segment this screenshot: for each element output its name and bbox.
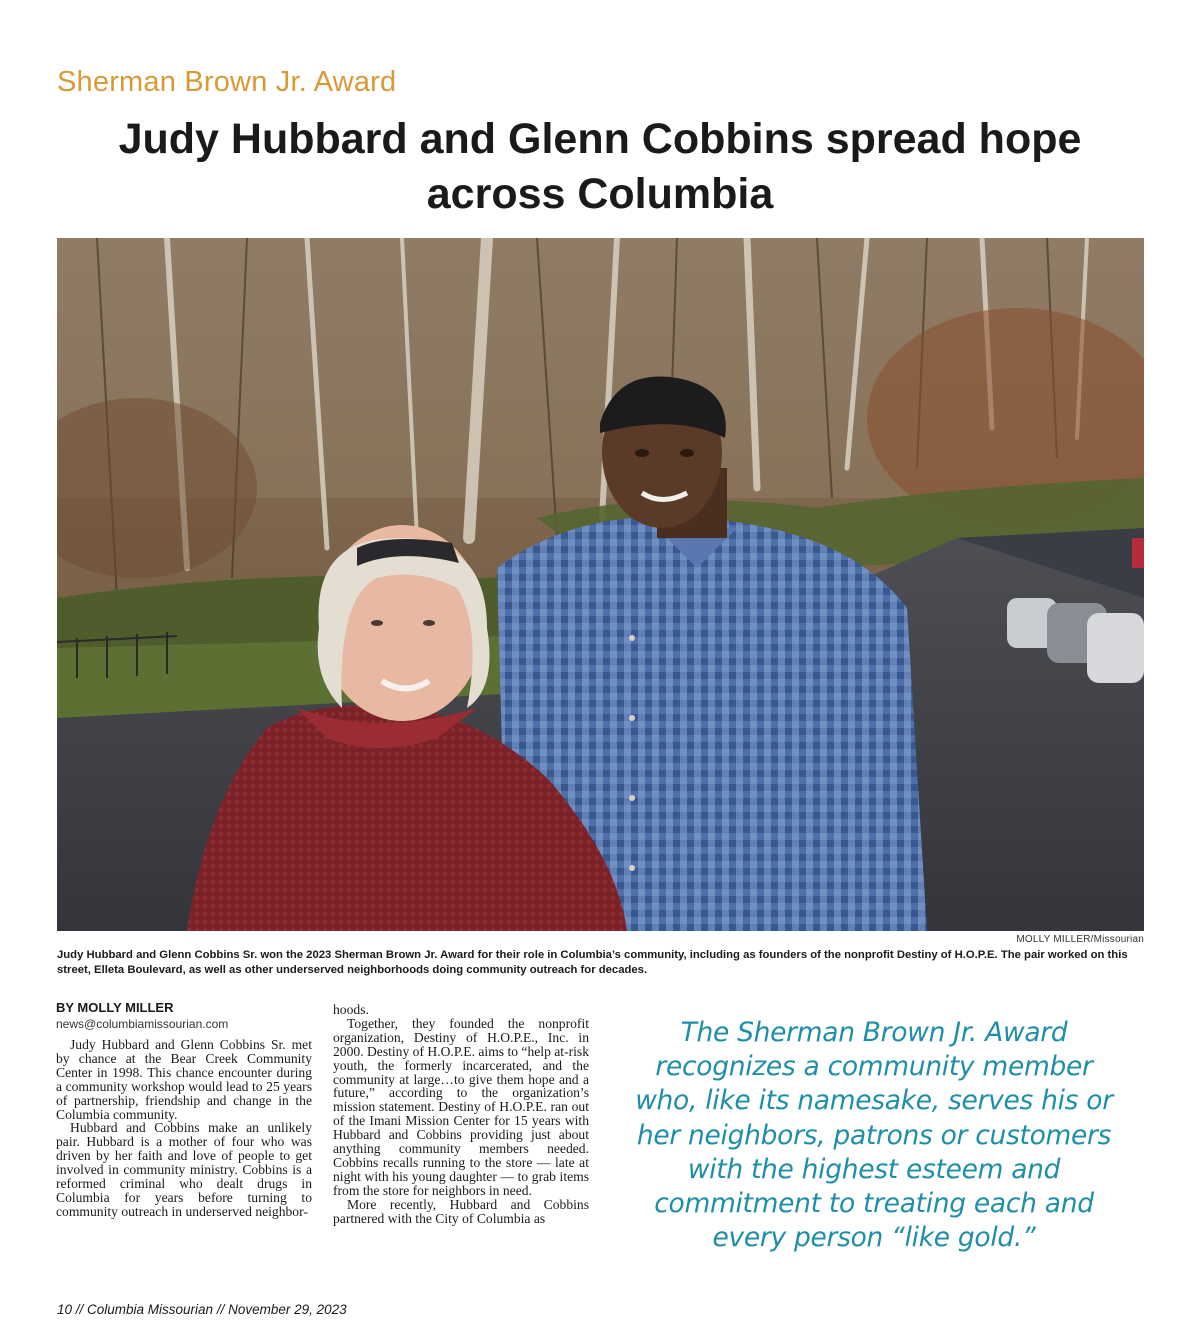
photo-credit: MOLLY MILLER/Missourian	[1016, 934, 1144, 945]
page-folio: 10 // Columbia Missourian // November 29, 2023	[57, 1302, 347, 1317]
byline-email[interactable]: news@columbiamissourian.com	[56, 1017, 229, 1031]
photo-caption: Judy Hubbard and Glenn Cobbins Sr. won the 2023 Sherman Brown Jr. Award for their role in Columbia’s community, including as founders of the nonprofit Destiny of H.O.P.E. The pair worked on this street, Elleta Boulevard, as well as other underserved neighborhoods doing community outreach for decades.	[57, 949, 1128, 976]
article-paragraph: Judy Hubbard and Glenn Cobbins Sr. met by chance at the Bear Creek Community Center in 1998. This chance encounter during a community workshop would lead to 25 years of partnership, friendship and change in the Columbia community.	[56, 1037, 312, 1122]
article-column-1	[56, 1038, 312, 1219]
headline	[60, 112, 1140, 222]
feature-photo	[57, 238, 1144, 931]
pull-quote: The Sherman Brown Jr. Award recognizes a community member who, like its namesake, serves his or her neighbors, patrons or customers with the highest esteem and commitment to treating each and every person “like gold.”	[635, 1017, 1113, 1254]
section-kicker: Sherman Brown Jr. Award	[57, 66, 397, 98]
headline-line-2: across Columbia	[426, 170, 774, 218]
headline-line-1: Judy Hubbard and Glenn Cobbins spread hope	[118, 115, 1082, 163]
article-paragraph-continued: hoods.	[333, 1002, 369, 1017]
article-paragraph: Together, they founded the nonprofit organization, Destiny of H.O.P.E., Inc. in 2000. Destiny of H.O.P.E. aims to “help at-risk youth, the formerly incarcerated, and the community at large…to give them hope and a future,” according to the organization’s mission statement. Destiny of H.O.P.E. ran out of the Imani Mission Center for 15 years with Hubbard and Cobbins providing just about anything community members needed. Cobbins recalls running to the store — late at night with his young daughter — to grab items from the store for neighbors in need.	[333, 1015, 589, 1198]
article-column-2	[333, 1003, 589, 1226]
article-paragraph: More recently, Hubbard and Cobbins partnered with the City of Columbia as	[333, 1196, 589, 1226]
byline-author: BY MOLLY MILLER	[56, 1000, 174, 1015]
article-paragraph: Hubbard and Cobbins make an unlikely pair. Hubbard is a mother of four who was driven by her faith and love of people to get involved in community ministry. Cobbins is a reformed criminal who dealt drugs in Columbia for years before turning to community outreach in underserved neighbor-	[56, 1120, 312, 1219]
photo-illustration	[57, 238, 1144, 931]
